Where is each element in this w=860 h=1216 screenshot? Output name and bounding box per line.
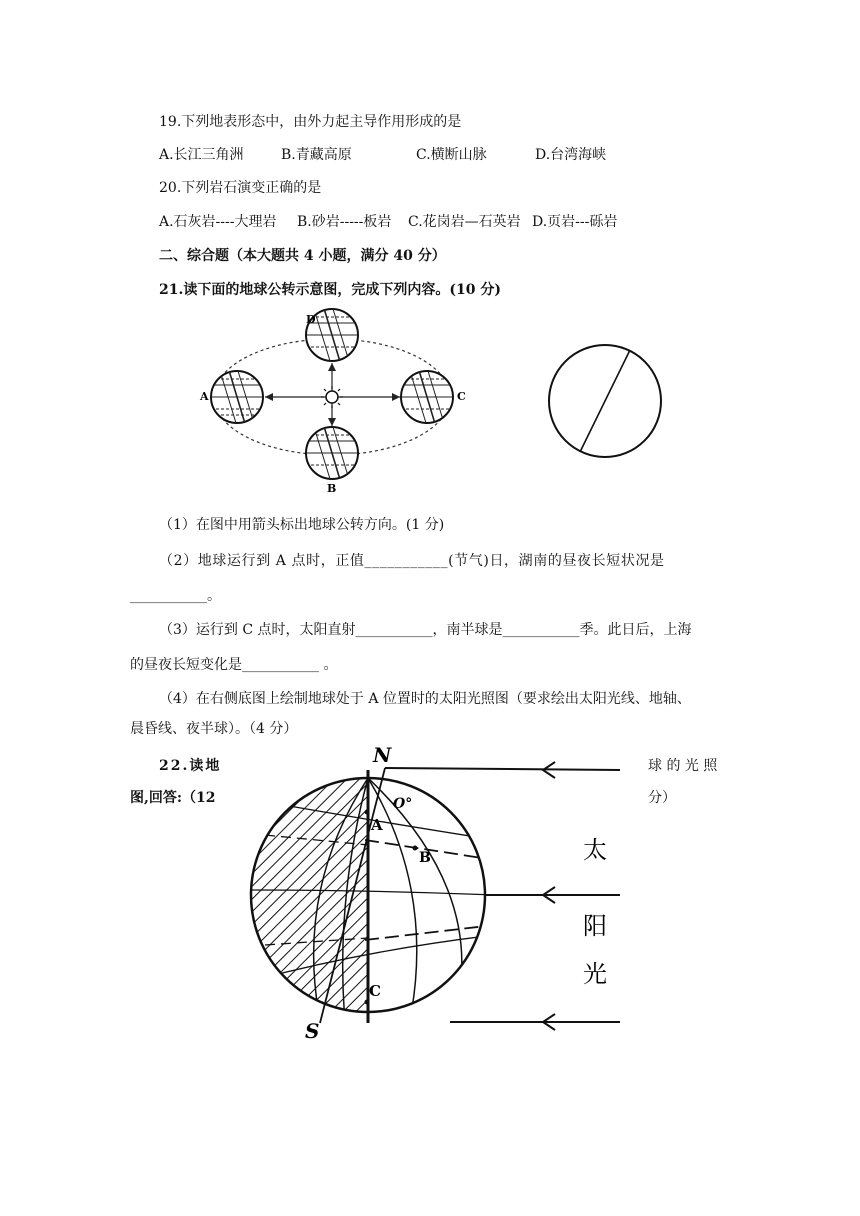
sun-ray-top <box>385 768 620 770</box>
arrow-to-a <box>265 393 273 401</box>
label-c: C <box>457 390 466 403</box>
earth-b <box>306 423 358 483</box>
arrow-to-d <box>328 363 336 371</box>
label-s: S <box>305 1019 320 1043</box>
q20-option-d: D.页岩---砾岩 <box>532 214 618 230</box>
blank-base-map <box>545 341 665 461</box>
q20-stem: 20.下列岩石演变正确的是 <box>159 180 322 196</box>
sun-text-tai: 太 <box>583 836 607 864</box>
sun-text-yang: 阳 <box>583 912 607 940</box>
illumination-globe-diagram <box>245 740 645 1043</box>
point-c-dot <box>365 1000 370 1005</box>
q19-option-c: C.横断山脉 <box>416 147 487 163</box>
label-angle-o: O° <box>393 796 413 812</box>
label-point-a: A <box>371 816 383 834</box>
earth-c <box>401 367 453 427</box>
q21-sub4-line1: （4）在右侧底图上绘制地球处于 A 位置时的太阳光照图（要求绘出太阳光线、地轴、 <box>159 691 691 707</box>
q19-option-a: A.长江三角洲 <box>159 147 244 163</box>
point-a-dot <box>365 810 370 815</box>
q19-option-d: D.台湾海峡 <box>535 147 607 163</box>
label-point-c: C <box>369 982 381 1000</box>
point-b-dot <box>413 846 418 851</box>
q20-option-a: A.石灰岩----大理岩 <box>159 214 277 230</box>
label-b: B <box>327 482 337 495</box>
q20-option-b: B.砂岩-----板岩 <box>297 214 392 230</box>
q21-stem: 21.读下面的地球公转示意图，完成下列内容。(10 分) <box>159 282 501 298</box>
q22-stem-right-1: 球 的 光 照 <box>648 758 718 774</box>
q22-stem-left-2: 图,回答:（12 <box>130 790 216 806</box>
q19-stem: 19.下列地表形态中，由外力起主导作用形成的是 <box>159 114 462 130</box>
label-point-b: B <box>419 850 431 866</box>
q21-sub3-line2: 的昼夜长短变化是___________ 。 <box>130 657 338 673</box>
sun-text-guang: 光 <box>583 960 607 988</box>
q19-option-b: B.青藏高原 <box>281 147 352 163</box>
label-n: N <box>373 743 392 767</box>
arrow-to-c <box>392 393 400 401</box>
label-d: D <box>306 313 316 326</box>
q21-sub4-line2: 晨昏线、夜半球）。（4 分） <box>130 721 298 737</box>
arrow-to-b <box>328 418 336 426</box>
q21-sub2-line1: （2）地球运行到 A 点时，正值___________(节气)日，湖南的昼夜长短状况是 <box>159 553 665 569</box>
q21-sub2-line2: ___________。 <box>130 588 221 604</box>
orbit-diagram <box>190 305 490 495</box>
night-hemisphere <box>245 760 368 1040</box>
label-a: A <box>200 390 209 403</box>
q22-stem-left-1: 22.读地 <box>159 758 222 774</box>
q21-sub1: （1）在图中用箭头标出地球公转方向。(1 分) <box>159 517 445 533</box>
q20-option-c: C.花岗岩—石英岩 <box>408 214 521 230</box>
section2-heading: 二、综合题（本大题共 4 小题，满分 40 分） <box>159 248 446 264</box>
q22-stem-right-2: 分） <box>648 790 676 806</box>
q21-sub3-line1: （3）运行到 C 点时，太阳直射___________，南半球是___________季。此日后，上海 <box>159 622 692 638</box>
earth-a <box>211 367 263 427</box>
